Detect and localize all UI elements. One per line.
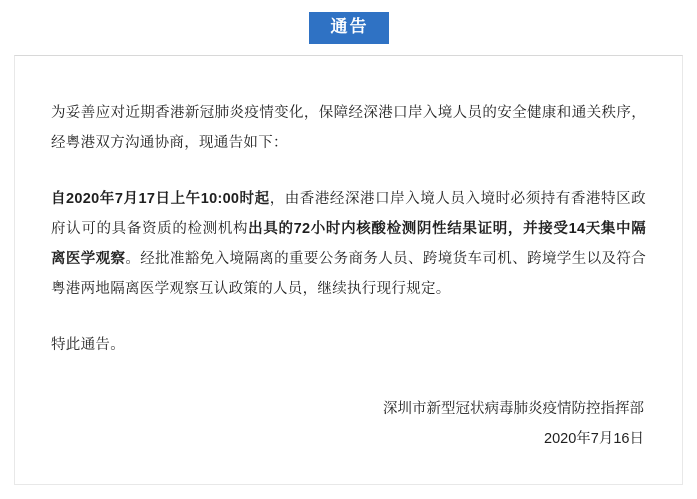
paragraph-main-text-2: 。经批准豁免入境隔离的重要公务商务人员、跨境货车司机、跨境学生以及符合粤港两地隔离医学观察互认政策的人员，继续执行现行规定。 — [51, 251, 647, 297]
paragraph-closing — [51, 330, 646, 360]
effective-time-bold: 自2020年7月17日上午10:00时起 — [51, 191, 270, 207]
document-body — [14, 55, 683, 485]
paragraph-closing-text: 特此通告。 — [51, 337, 125, 353]
requirement-bold: 出具的72小时内核酸检测阴性结果证明，并接受14天集中隔离医学观察 — [51, 221, 646, 267]
issuer-signature: 深圳市新型冠状病毒肺炎疫情防控指挥部 — [383, 401, 644, 417]
paragraph-intro — [51, 98, 646, 158]
paragraph-main-text-1: ，由香港经深港口岸入境人员入境时必须持有香港特区政府认可的具备资质的检测机构 — [51, 191, 646, 237]
title-bar — [0, 0, 697, 55]
page-title-badge: 通告 — [309, 12, 389, 44]
paragraph-main — [51, 184, 646, 304]
issue-date: 2020年7月16日 — [544, 431, 644, 447]
paragraph-intro-text: 为妥善应对近期香港新冠肺炎疫情变化，保障经深港口岸入境人员的安全健康和通关秩序，经粤港双方沟通协商，现通告如下： — [51, 105, 646, 151]
